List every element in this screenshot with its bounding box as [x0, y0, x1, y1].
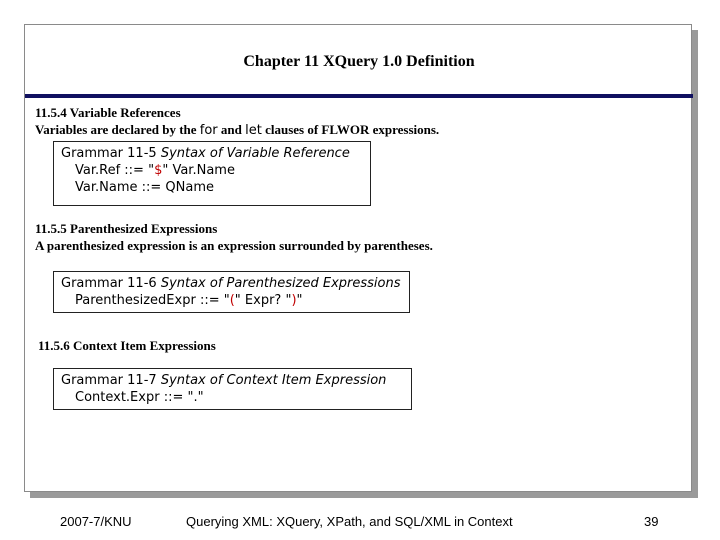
section-body-variable-references: [35, 122, 439, 138]
grammar-label: Grammar 11-5: [61, 146, 157, 161]
section-heading-parenthesized: 11.5.5 Parenthesized Expressions: [35, 221, 218, 236]
grammar-caption: [61, 275, 409, 292]
body-text-and: and: [220, 122, 242, 137]
open-paren-token: (: [229, 293, 235, 308]
title-divider: [25, 94, 693, 98]
slide-frame: [24, 24, 692, 492]
grammar-label: Grammar 11-7: [61, 373, 157, 388]
grammar-title: Syntax of Context Item Expression: [160, 373, 387, 388]
body-text-after: clauses of FLWOR expressions.: [265, 122, 440, 137]
footer-course-title: Querying XML: XQuery, XPath, and SQL/XML in Context: [186, 514, 513, 529]
footer-date: 2007-7/KNU: [60, 514, 132, 529]
grammar-box-11-7: [53, 368, 412, 410]
footer-page-number: 39: [644, 514, 659, 529]
grammar-rule-context-expr: Context.Expr ::= ".": [75, 390, 204, 405]
grammar-rule-var-name: Var.Name ::= QName: [75, 180, 214, 195]
grammar-rule-var-ref: Var.Ref ::= "$" Var.Name: [75, 163, 235, 178]
section-heading-variable-references: 11.5.4 Variable References: [35, 105, 181, 120]
section-body-parenthesized: A parenthesized expression is an expression surrounded by parentheses.: [35, 238, 433, 253]
grammar-title: Syntax of Parenthesized Expressions: [160, 276, 401, 291]
body-text-before: Variables are declared by the: [35, 122, 197, 137]
keyword-for: for: [199, 123, 218, 138]
grammar-rule-parenthesized-expr: ParenthesizedExpr ::= "(" Expr? ")": [75, 293, 303, 308]
grammar-box-11-5: [53, 141, 371, 206]
keyword-let: let: [245, 123, 262, 138]
grammar-caption: [61, 372, 411, 389]
dollar-token: $: [154, 163, 163, 178]
slide-title: Chapter 11 XQuery 1.0 Definition: [243, 53, 475, 70]
grammar-label: Grammar 11-6: [61, 276, 157, 291]
grammar-title: Syntax of Variable Reference: [160, 146, 350, 161]
grammar-box-11-6: [53, 271, 410, 313]
grammar-caption: [61, 145, 370, 162]
close-paren-token: ): [291, 293, 297, 308]
section-heading-context-item: 11.5.6 Context Item Expressions: [38, 338, 216, 353]
